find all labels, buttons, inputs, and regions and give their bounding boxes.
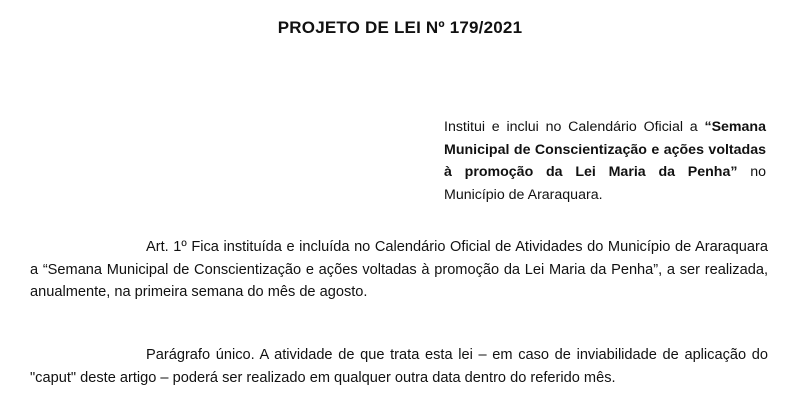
article-1-text: Art. 1º Fica instituída e incluída no Calendário Oficial de Atividades do Município de Araraquara a “Semana Municipal de Conscientização e ações voltadas à promoção da Lei Maria da Penha”, a ser realizada, anualmente, na primeira semana do mês de agosto.: [30, 239, 768, 300]
ementa-bold-title: “Semana Municipal de Conscientização e ações voltadas à promoção da Lei Maria da Penha”: [444, 119, 766, 180]
ementa-block: [444, 116, 766, 206]
article-1: [30, 236, 768, 304]
ementa-prefix: Institui e inclui no Calendário Oficial a: [444, 119, 705, 135]
paragrafo-unico-text: Parágrafo único. A atividade de que trata esta lei – em caso de inviabilidade de aplicação do "caput" deste artigo – poderá ser realizado em qualquer outra data dentro do referido mês.: [30, 347, 768, 386]
ementa-suffix: no Município de Araraquara.: [444, 164, 766, 203]
document-title: PROJETO DE LEI Nº 179/2021: [277, 18, 523, 37]
paragrafo-unico: [30, 344, 768, 389]
